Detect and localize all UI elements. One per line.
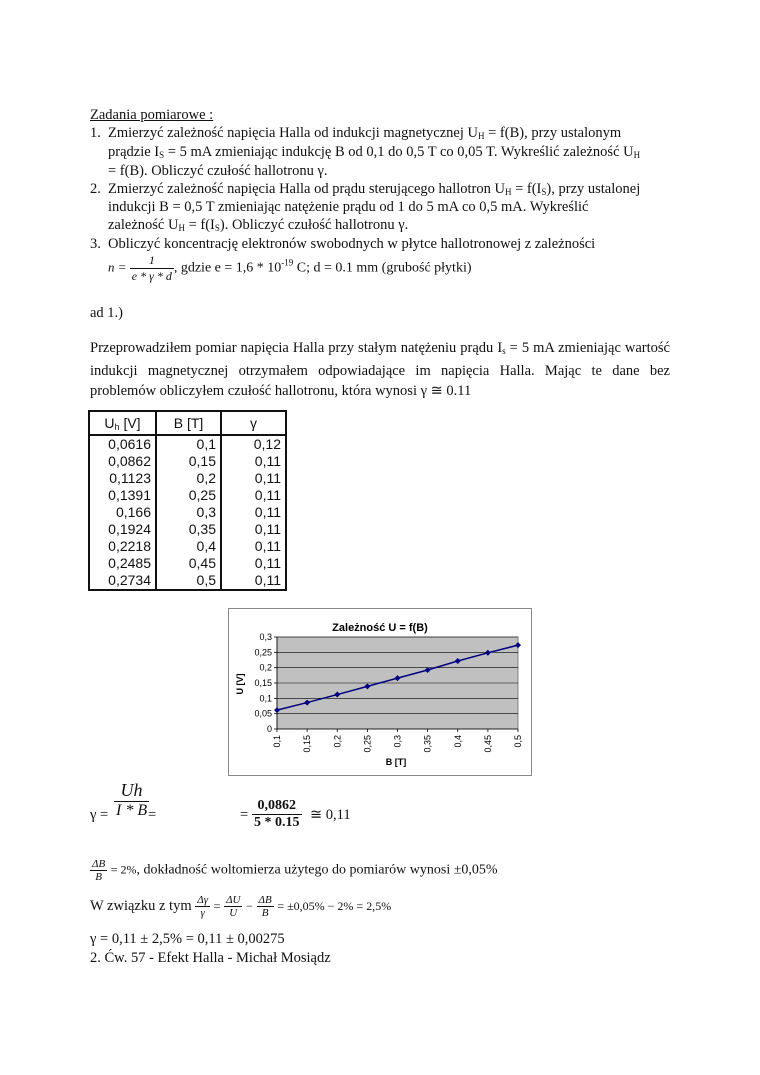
cell: 0,0616 [89, 435, 156, 453]
wz-label: W związku z tym [90, 897, 192, 914]
chart-title: Zależność U = f(B) [332, 622, 428, 634]
table-header-row [89, 411, 286, 435]
gamma-lhs: γ = [90, 807, 109, 823]
wz-d1: γ [200, 907, 205, 919]
wz-n3: ΔB [258, 894, 272, 906]
header-uh: $U_h$ [V] [89, 411, 156, 435]
wz-minus: − [246, 898, 253, 913]
cell: 0,2218 [89, 538, 156, 555]
final-result: γ = 0,11 ± 2,5% = 0,11 ± 0,00275 [90, 931, 285, 947]
task-3-number: 3. [90, 236, 101, 252]
section-heading: Zadania pomiarowe : [90, 107, 214, 123]
table-row [89, 538, 286, 555]
wz-rest: = ±0,05% − 2% = 2,5% [277, 898, 392, 913]
ad-label: ad 1.) [90, 305, 124, 321]
cell: 0,3 [156, 504, 221, 521]
y-tick-label: 0,2 [259, 662, 272, 673]
x-tick-label: 0,35 [422, 735, 433, 753]
gamma-num2: 0,0862 [252, 798, 302, 815]
table-row [89, 572, 286, 590]
y-tick-label: 0,15 [254, 678, 272, 688]
dB-text: , dokładność woltomierza użytego do pomiarów wynosi ±0,05% [136, 862, 498, 878]
y-tick-label: 0,05 [254, 708, 272, 719]
wz-n2: ΔU [226, 894, 241, 906]
measurement-table [88, 410, 287, 591]
wz-d2: U [229, 907, 238, 919]
table-row [89, 504, 286, 521]
table-row [89, 470, 286, 487]
intro-paragraph: Przeprowadziłem pomiar napięcia Halla przy stałym natężeniu prądu $I_s = 5$ mA zmieniając wartość indukcji magnetycznej otrzymałem odpowiadające im napięcia Halla. Mając te dane bez problemów obliczyłem czułość hallotronu, która wynosi γ ≅ 0.11 [90, 340, 670, 399]
cell: 0,35 [156, 521, 221, 538]
x-tick-label: 0,5 [513, 735, 523, 748]
header-b: B [T] [156, 411, 221, 435]
task-2-line-3: zależność $U_H = f(I_S)$. Obliczyć czułość hallotronu γ. [108, 217, 409, 233]
wz-eq1: = [213, 898, 221, 913]
footer: 2. Ćw. 57 - Efekt Halla - Michał Mosiądz [90, 950, 331, 966]
task-2-number: 2. [90, 181, 101, 197]
cell: 0,11 [221, 470, 286, 487]
x-tick-label: 0,3 [392, 735, 403, 748]
gamma-den: I * B [116, 802, 148, 819]
gamma-den2: 5 * 0.15 [254, 815, 300, 830]
cell: 0,25 [156, 487, 221, 504]
cell: 0,4 [156, 538, 221, 555]
cell: 0,1391 [89, 487, 156, 504]
cell: 0,2485 [89, 555, 156, 572]
table-row [89, 521, 286, 538]
cell: 0,1 [156, 435, 221, 453]
task-2-line-2: indukcji B = 0,5 T zmieniając natężenie prądu od 1 do 5 mA co 0,5 mA. Wykreślić [108, 199, 589, 215]
cell: 0,2 [156, 470, 221, 487]
x-tick-label: 0,45 [482, 735, 493, 753]
cell: 0,166 [89, 504, 156, 521]
chart-xlabel: B [T] [385, 757, 407, 767]
dB-den: B [95, 871, 102, 883]
cell: 0,1123 [89, 470, 156, 487]
y-tick-label: 0,1 [259, 693, 272, 704]
table-row [89, 453, 286, 470]
task-1-line-1: Zmierzyć zależność napięcia Halla od indukcji magnetycznej $U_H = f(B)$, przy ustalonym [108, 125, 622, 141]
eq-sign-1: = [148, 807, 157, 823]
task-3-formula: n = $\frac{1}{e * \gamma * d}$ , gdzie $e = 1,6 * 10^{-19}$ C; d = 0.1 mm (grubość płytki) [108, 253, 472, 283]
y-tick-label: 0 [266, 724, 272, 734]
y-tick-label: 0,3 [259, 632, 272, 642]
gamma-eq-sign: = [240, 807, 249, 823]
cell: 0,11 [221, 572, 286, 590]
table-row [89, 487, 286, 504]
cell: 0,5 [156, 572, 221, 590]
table-row [89, 555, 286, 572]
x-tick-label: 0,1 [272, 735, 282, 748]
error-equation [90, 894, 391, 919]
y-tick-label: 0,25 [254, 647, 272, 658]
x-tick-label: 0,15 [302, 735, 313, 753]
dB-equation [90, 858, 498, 883]
cell: 0,45 [156, 555, 221, 572]
cell: 0,11 [221, 521, 286, 538]
cell: 0,11 [221, 504, 286, 521]
task-2-line-1: Zmierzyć zależność napięcia Halla od prądu sterującego hallotron $U_H = f(I_S)$, przy ustalonej [108, 181, 641, 197]
chart-svg [229, 609, 531, 775]
task-1-number: 1. [90, 125, 101, 141]
wz-n1: Δγ [197, 894, 209, 906]
cell: 0,15 [156, 453, 221, 470]
table-row [89, 435, 286, 453]
cell: 0,1924 [89, 521, 156, 538]
wz-d3: B [261, 907, 269, 919]
x-tick-label: 0,4 [452, 735, 463, 748]
gamma-result: ≅ 0,11 [310, 807, 351, 823]
dB-num: ΔB [92, 858, 106, 870]
task-3-line-1: Obliczyć koncentrację elektronów swobodnych w płytce hallotronowej z zależności [108, 236, 596, 252]
gamma-num: Uh [114, 780, 149, 802]
cell: 0,12 [221, 435, 286, 453]
cell: 0,0862 [89, 453, 156, 470]
cell: 0,11 [221, 555, 286, 572]
cell: 0,11 [221, 538, 286, 555]
chart-ylabel: U [V] [235, 673, 245, 695]
dB-rest: = 2% [110, 862, 137, 877]
x-tick-label: 0,25 [362, 735, 373, 753]
cell: 0,11 [221, 487, 286, 504]
chart-frame [228, 608, 532, 776]
header-gamma: γ [221, 411, 286, 435]
task-1-line-3: = f(B). Obliczyć czułość hallotronu γ. [108, 163, 328, 179]
cell: 0,11 [221, 453, 286, 470]
x-tick-label: 0,2 [332, 735, 343, 748]
cell: 0,2734 [89, 572, 156, 590]
task-1-line-2: prądzie $I_S = 5$ mA zmieniając indukcję B od 0,1 do 0,5 T co 0,05 T. Wykreślić zależność $U_H$ [108, 144, 641, 160]
